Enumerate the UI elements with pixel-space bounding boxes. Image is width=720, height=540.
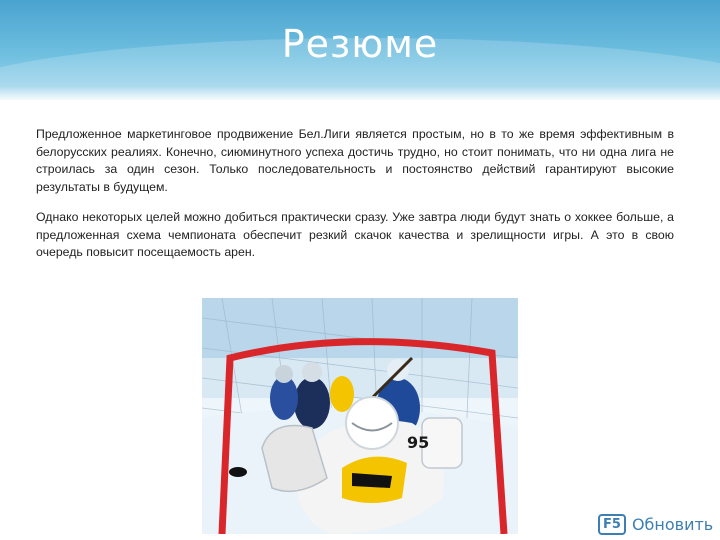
svg-text:95: 95 [407, 433, 430, 452]
f5-key-icon: F5 [598, 514, 626, 535]
paragraph-2: Однако некоторых целей можно добиться практически сразу. Уже завтра люди будут знать о хоккее больше, а предложенная схема чемпионата обеспечит резкий скачок качества и зрелищности игры. А это в свою очередь повысит посещаемость арен. [36, 210, 674, 259]
slide-body [36, 126, 674, 275]
hockey-goalie-illustration [202, 298, 518, 534]
paragraph-1: Предложенное маркетинговое продвижение Бел.Лиги является простым, но в то же время эффективным в белорусских реалиях. Конечно, сиюминутного успеха достичь трудно, но стоит понимать, что ни одна лига не строилась за один сезон. Только последовательность и постоянство действий гарантируют высокие результаты в будущем. [36, 127, 674, 194]
hockey-photo [202, 298, 518, 534]
slide-header [0, 0, 720, 100]
refresh-label: Обновить [631, 514, 714, 534]
slide-title: Резюме [281, 22, 439, 66]
refresh-button[interactable] [598, 512, 713, 536]
header-band [0, 86, 720, 100]
